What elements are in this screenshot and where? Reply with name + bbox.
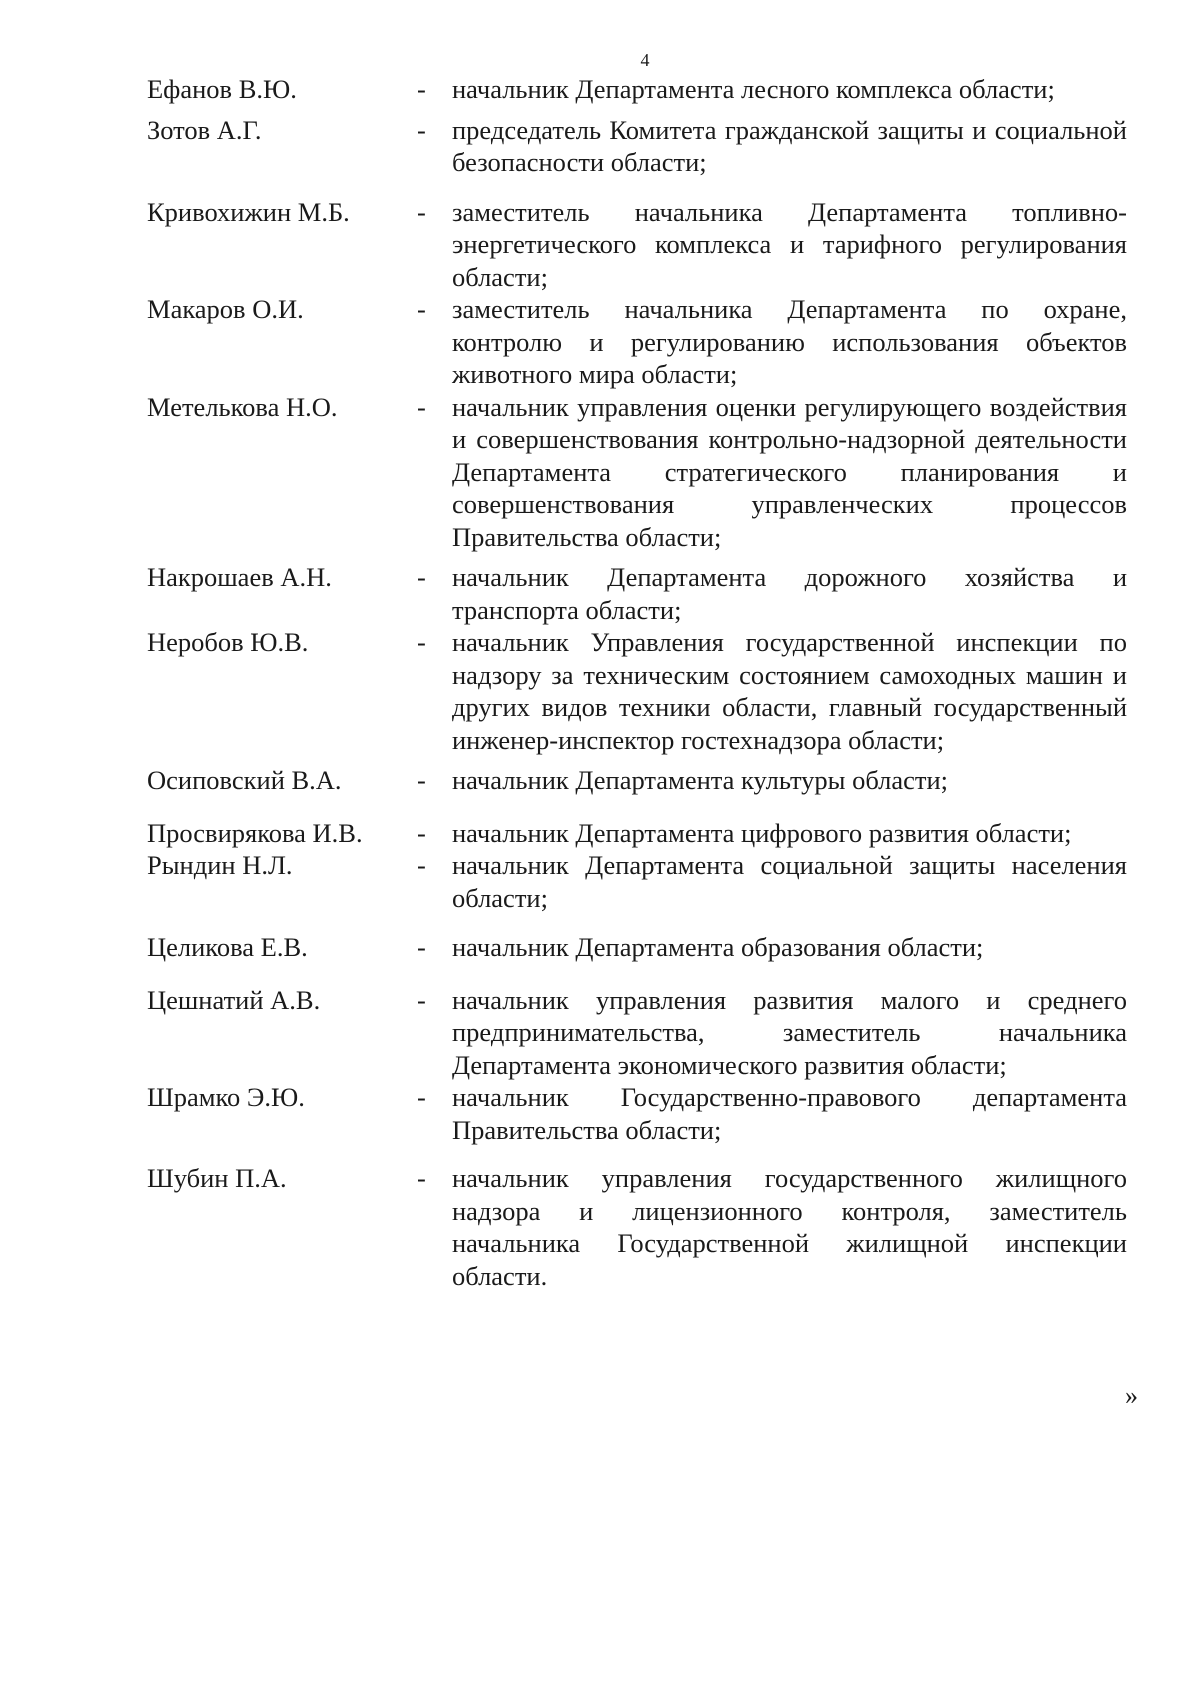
dash-separator: - xyxy=(417,627,426,657)
member-entry xyxy=(147,817,1127,850)
member-name: Кривохижин М.Б. xyxy=(147,196,350,227)
member-position: начальник Департамента культуры области; xyxy=(452,765,949,795)
member-entry xyxy=(147,764,1127,797)
dash-separator: - xyxy=(417,850,426,880)
member-entry xyxy=(147,626,1127,756)
dash-separator: - xyxy=(417,391,426,422)
member-position: начальник управления развития малого и среднего предпринимательства, заместитель начальника Департамента экономического развития области; xyxy=(452,984,1127,1080)
member-name: Метелькова Н.О. xyxy=(147,391,338,422)
dash-separator: - xyxy=(417,562,426,592)
dash-separator: - xyxy=(417,114,426,145)
dash-separator: - xyxy=(417,932,426,962)
member-name: Просвирякова И.В. xyxy=(147,817,363,848)
member-position: председатель Комитета гражданской защиты и социальной безопасности области; xyxy=(452,114,1127,177)
member-position: начальник Департамента дорожного хозяйства и транспорта области; xyxy=(452,562,1127,625)
member-position: начальник Департамента цифрового развития области; xyxy=(452,817,1072,848)
member-name: Неробов Ю.В. xyxy=(147,627,309,657)
member-position: заместитель начальника Департамента по охране, контролю и регулированию использования объектов животного мира области; xyxy=(452,294,1127,389)
member-entry xyxy=(147,196,1127,294)
dash-separator: - xyxy=(417,765,426,795)
closing-quote: » xyxy=(1125,1381,1138,1410)
member-position: начальник управления оценки регулирующего воздействия и совершенствования контрольно-надзорной деятельности Департамента стратегического планирования и совершенствования управленческих процессов Правительства области; xyxy=(452,391,1127,552)
member-name: Целикова Е.В. xyxy=(147,932,308,962)
dash-separator: - xyxy=(417,294,426,324)
member-name: Цешнатий А.В. xyxy=(147,984,321,1015)
dash-separator: - xyxy=(417,817,426,848)
member-position: начальник Государственно-правового департамента Правительства области; xyxy=(452,1082,1127,1145)
member-position: начальник Департамента лесного комплекса области; xyxy=(452,74,1055,104)
member-position: начальник Управления государственной инспекции по надзору за техническим состоянием самоходных машин и других видов техники области, главный государственный инженер-инспектор гостехнадзора области; xyxy=(452,627,1127,755)
member-name: Осиповский В.А. xyxy=(147,765,342,795)
member-name: Зотов А.Г. xyxy=(147,114,262,145)
member-name: Шубин П.А. xyxy=(147,1163,287,1193)
dash-separator: - xyxy=(417,984,426,1015)
member-position: заместитель начальника Департамента топливно-энергетического комплекса и тарифного регулирования области; xyxy=(452,196,1127,292)
member-entry xyxy=(147,1081,1127,1146)
page-number: 4 xyxy=(640,50,650,70)
dash-separator: - xyxy=(417,196,426,227)
member-entry xyxy=(147,561,1127,626)
dash-separator: - xyxy=(417,1163,426,1193)
member-entry xyxy=(147,114,1127,179)
member-name: Шрамко Э.Ю. xyxy=(147,1082,305,1112)
member-position: начальник Департамента социальной защиты населения области; xyxy=(452,850,1127,913)
member-entry xyxy=(147,391,1127,554)
member-entry xyxy=(147,1162,1127,1292)
member-entry xyxy=(147,849,1127,914)
member-entry xyxy=(147,73,1127,106)
member-entry xyxy=(147,931,1127,964)
dash-separator: - xyxy=(417,74,426,104)
member-entry xyxy=(147,293,1127,391)
dash-separator: - xyxy=(417,1082,426,1112)
member-name: Накрошаев А.Н. xyxy=(147,562,332,592)
member-name: Рындин Н.Л. xyxy=(147,850,293,880)
member-list xyxy=(147,73,1127,1292)
member-entry xyxy=(147,984,1127,1082)
member-name: Ефанов В.Ю. xyxy=(147,74,297,104)
member-name: Макаров О.И. xyxy=(147,294,304,324)
member-position: начальник управления государственного жилищного надзора и лицензионного контроля, заместитель начальника Государственной жилищной инспекции области. xyxy=(452,1163,1127,1291)
member-position: начальник Департамента образования области; xyxy=(452,932,984,962)
